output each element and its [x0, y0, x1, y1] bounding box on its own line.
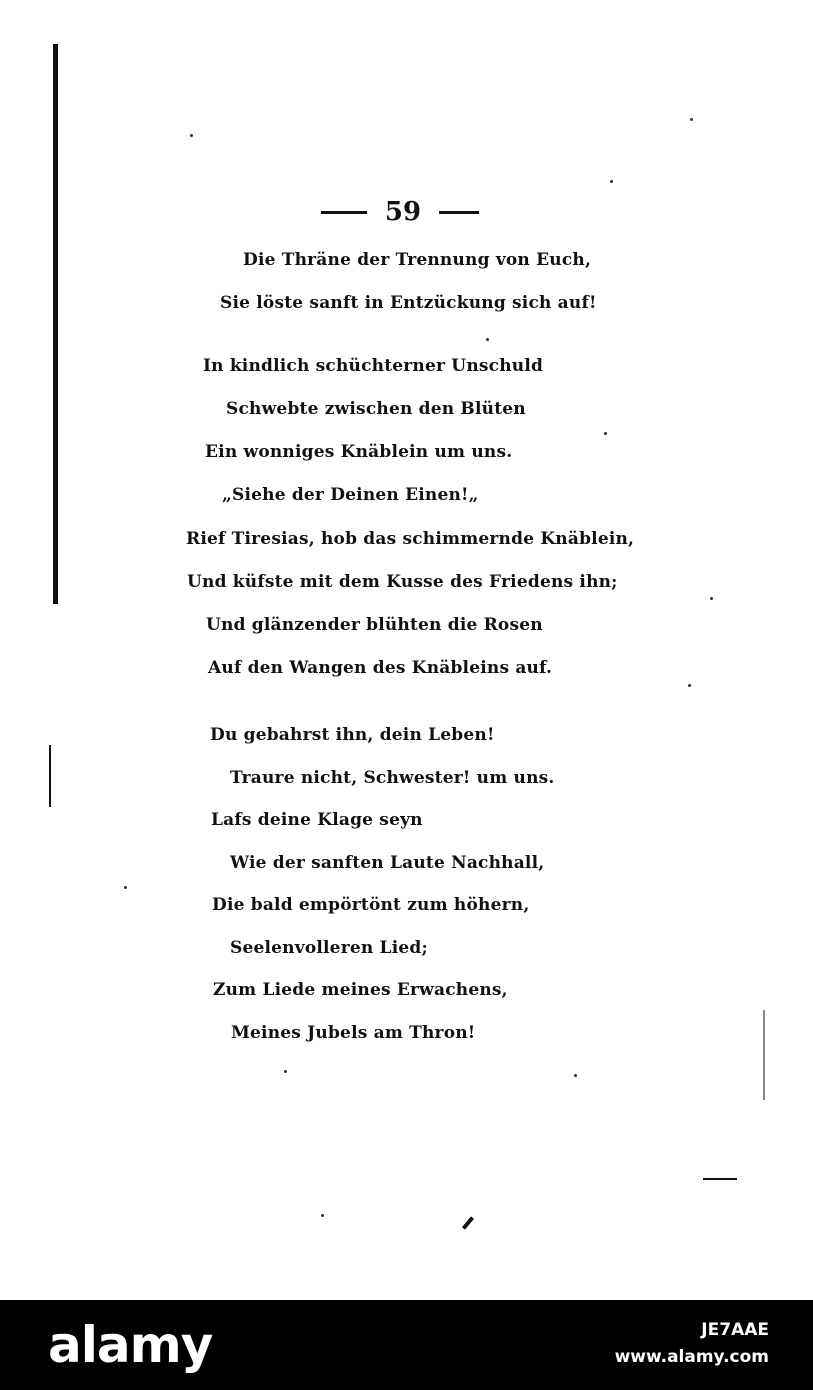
poem-line: Wie der sanften Laute Nachhall, [230, 853, 545, 873]
speck [574, 1074, 577, 1077]
stock-footer-bar [0, 1300, 813, 1390]
poem-line: Sie löste sanft in Entzückung sich auf! [220, 293, 597, 313]
page-header [300, 192, 500, 232]
page-edge-shadow-lower [49, 745, 51, 807]
alamy-logo: alamy [48, 1316, 213, 1374]
header-dash-left [321, 211, 367, 214]
poem-line: Die bald empörtönt zum höhern, [212, 895, 530, 915]
poem-line: Und küfste mit dem Kusse des Friedens ihn; [187, 572, 618, 592]
speck [690, 118, 693, 121]
speck [688, 684, 691, 687]
page-number: 59 [384, 197, 422, 227]
poem-line: Ein wonniges Knäblein um uns. [205, 442, 513, 462]
header-dash-right [439, 211, 479, 214]
ink-mark [462, 1216, 474, 1229]
page-edge-right-mark [763, 1010, 765, 1100]
speck [190, 134, 193, 137]
poem-line: Die Thräne der Trennung von Euch, [243, 250, 592, 270]
poem-line: Rief Tiresias, hob das schimmernde Knäblein, [186, 529, 635, 549]
page-edge-dash-right [703, 1178, 737, 1180]
poem-line: Zum Liede meines Erwachens, [213, 980, 508, 1000]
speck [610, 180, 613, 183]
poem-line: Lafs deine Klage seyn [211, 810, 423, 830]
page-edge-shadow [53, 44, 58, 604]
image-code: JE7AAE [701, 1320, 769, 1340]
poem-line: „Siehe der Deinen Einen!„ [222, 485, 479, 505]
poem-line: In kindlich schüchterner Unschuld [203, 356, 544, 376]
speck [124, 886, 127, 889]
poem-line: Und glänzender blühten die Rosen [206, 615, 543, 635]
speck [284, 1070, 287, 1073]
poem-line: Schwebte zwischen den Blüten [226, 399, 526, 419]
poem-line: Seelenvolleren Lied; [230, 938, 428, 958]
poem-line: Meines Jubels am Thron! [231, 1023, 476, 1043]
speck [486, 338, 489, 341]
speck [604, 432, 607, 435]
poem-line: Du gebahrst ihn, dein Leben! [210, 725, 495, 745]
footer-url: www.alamy.com [614, 1347, 769, 1367]
poem-line: Auf den Wangen des Knäbleins auf. [208, 658, 553, 678]
speck [321, 1214, 324, 1217]
poem-line: Traure nicht, Schwester! um uns. [230, 768, 555, 788]
speck [710, 597, 713, 600]
